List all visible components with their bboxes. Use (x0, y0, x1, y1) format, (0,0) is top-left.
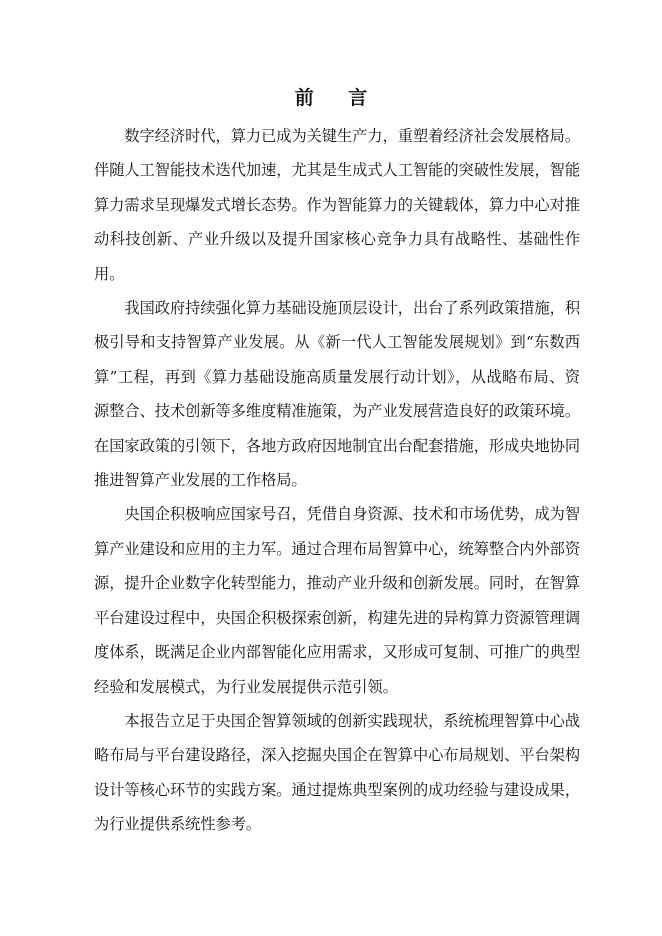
paragraph-4: 本报告立足于央国企智算领域的创新实践现状，系统梳理智算中心战略布局与平台建设路径，深入挖掘央国企在智算中心布局规划、平台架构设计等核心环节的实践方案。通过提炼典型案例的成功经验与建设成果，为行业提供系统性参考。 (94, 711, 581, 834)
document-body (94, 119, 580, 842)
paragraph-2: 我国政府持续强化算力基础设施顶层设计，出台了系列政策措施，积极引导和支持智算产业发展。从《新一代人工智能发展规划》到“东数西算”工程，再到《算力基础设施高质量发展行动计划》，从战略布局、资源整合、技术创新等多维度精准施策，为产业发展营造良好的政策环境。在国家政策的引领下，各地方政府因地制宜出台配套措施，形成央地协同推进智算产业发展的工作格局。 (94, 299, 581, 490)
page-title: 前 言 (294, 87, 382, 109)
paragraph-3: 央国企积极响应国家号召，凭借自身资源、技术和市场优势，成为智算产业建设和应用的主力军。通过合理布局智算中心，统筹整合内外部资源，提升企业数字化转型能力，推动产业升级和创新发展。同时，在智算平台建设过程中，央国企积极探索创新，构建先进的异构算力资源管理调度体系，既满足企业内部智能化应用需求，又形成可复制、可推广的典型经验和发展模式，为行业发展提供示范引领。 (94, 505, 581, 696)
paragraph-1: 数字经济时代，算力已成为关键生产力，重塑着经济社会发展格局。伴随人工智能技术迭代加速，尤其是生成式人工智能的突破性发展，智能算力需求呈现爆发式增长态势。作为智能算力的关键载体，算力中心对推动科技创新、产业升级以及提升国家核心竞争力具有战略性、基础性作用。 (94, 127, 581, 283)
